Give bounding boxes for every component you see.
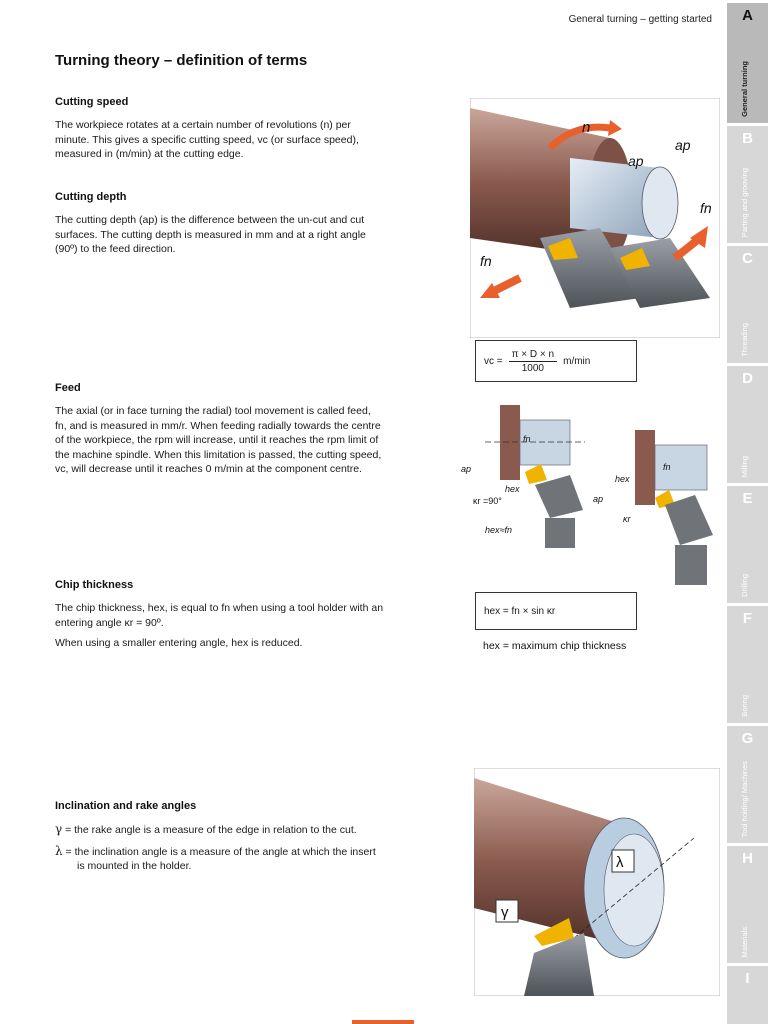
cutting-speed-section (55, 96, 385, 168)
rake-angle-definition (55, 822, 385, 838)
label-kr-90: κr =90° (473, 496, 502, 506)
feed-text: The axial (or in face turning the radial) tool movement is called feed, fn, and is measured in mm/r. When feeding radially towards the centre of the workpiece, the rpm will increase, until it reaches the rpm limit of the machine spindle. When this limitation is passed, the cutting speed, vc, will decrease until it reaches 0 m/min at the component centre. (55, 405, 382, 475)
chip-thickness-text-2: When using a smaller entering angle, hex is reduced. (55, 637, 303, 649)
tab-label: Tool holding/ Machines (740, 760, 749, 837)
tab-letter: F (742, 610, 753, 627)
tab-letter: A (742, 7, 753, 24)
tab-letter: G (741, 730, 754, 747)
chip-thickness-text-1: The chip thickness, hex, is equal to fn when using a tool holder with an entering angle κr = 90º. (55, 602, 384, 629)
label-hex-left: hex (505, 484, 520, 494)
tab-label: Threading (740, 323, 749, 357)
tab-letter: C (742, 250, 753, 267)
tab-materials[interactable] (727, 843, 768, 963)
label-ap-left: ap (461, 464, 472, 474)
tab-parting-grooving[interactable] (727, 123, 768, 243)
vc-unit: m/min (563, 355, 591, 367)
gamma-symbol: γ (55, 822, 63, 836)
tab-label: Parting and grooving (740, 167, 749, 237)
tab-label: Materials (740, 926, 749, 957)
chip-thickness-formula (475, 592, 637, 630)
vc-numerator: π × D × n (509, 349, 557, 362)
tab-label: Milling (740, 455, 749, 477)
cutting-speed-illustration (470, 98, 720, 338)
label-fn-1: fn (480, 253, 492, 269)
label-lambda: λ (616, 854, 624, 871)
tab-milling[interactable] (727, 363, 768, 483)
inclination-angle-definition (55, 844, 385, 874)
cutting-depth-section (55, 191, 385, 263)
tab-boring[interactable] (727, 603, 768, 723)
feed-heading: Feed (55, 382, 81, 394)
cutting-speed-heading: Cutting speed (55, 96, 129, 108)
tab-drilling[interactable] (727, 483, 768, 603)
label-ap-2: ap (675, 137, 691, 153)
label-fn-right: fn (663, 462, 671, 472)
page-title: Turning theory – definition of terms (55, 52, 308, 69)
hex-formula-text: hex = fn × sin κr (484, 605, 556, 617)
chip-thickness-section (55, 579, 385, 657)
footer-accent-bar (352, 1020, 414, 1024)
tab-label: Drilling (740, 574, 749, 597)
tab-threading[interactable] (727, 243, 768, 363)
tab-letter: H (742, 850, 753, 867)
inclination-section (55, 800, 385, 880)
label-ap-right: ap (593, 494, 604, 504)
lambda-symbol: λ (55, 843, 63, 858)
vc-lhs: vc = (484, 355, 503, 367)
tab-tool-holding[interactable] (727, 723, 768, 843)
inclination-heading: Inclination and rake angles (55, 800, 197, 812)
chip-thickness-illustration (455, 400, 725, 590)
chapter-tabs (727, 0, 768, 1024)
vc-fraction (509, 349, 557, 374)
cutting-depth-heading: Cutting depth (55, 191, 127, 203)
inclination-rake-illustration (474, 768, 720, 996)
label-fn-2: fn (700, 200, 712, 216)
running-header: General turning – getting started (568, 14, 712, 25)
tab-letter: I (745, 970, 750, 987)
rake-angle-text: = the rake angle is a measure of the edge in relation to the cut. (62, 824, 357, 836)
inclination-angle-text: = the inclination angle is a measure of the angle at which the insert is mounted in the holder. (62, 845, 376, 872)
feed-section (55, 382, 385, 483)
vc-denominator: 1000 (521, 362, 544, 374)
tab-i[interactable] (727, 963, 768, 1024)
label-gamma: γ (501, 904, 509, 921)
cutting-depth-text: The cutting depth (ap) is the difference between the un-cut and cut surfaces. The cutting depth is measured in mm and at a right angle (90º) to the feed direction. (55, 214, 366, 255)
cutting-speed-text: The workpiece rotates at a certain number of revolutions (n) per minute. This gives a specific cutting speed, vc (or surface speed), measured in (m/min) at the cutting edge. (55, 119, 359, 160)
tab-letter: E (742, 490, 753, 507)
label-n: n (582, 119, 591, 136)
tab-letter: D (742, 370, 753, 387)
label-fn-left: fn (523, 434, 531, 444)
tab-label: Boring (740, 695, 749, 717)
tab-letter: B (742, 130, 753, 147)
tab-label: General turning (740, 61, 749, 117)
cutting-speed-formula (475, 340, 637, 382)
label-hex-right: hex (615, 474, 630, 484)
chip-thickness-heading: Chip thickness (55, 579, 134, 591)
label-kr-right: κr (623, 514, 631, 524)
tab-general-turning[interactable] (727, 0, 768, 123)
label-hex-approx: hex≈fn (485, 525, 512, 535)
label-ap-1: ap (628, 153, 644, 169)
hex-caption: hex = maximum chip thickness (483, 640, 627, 652)
